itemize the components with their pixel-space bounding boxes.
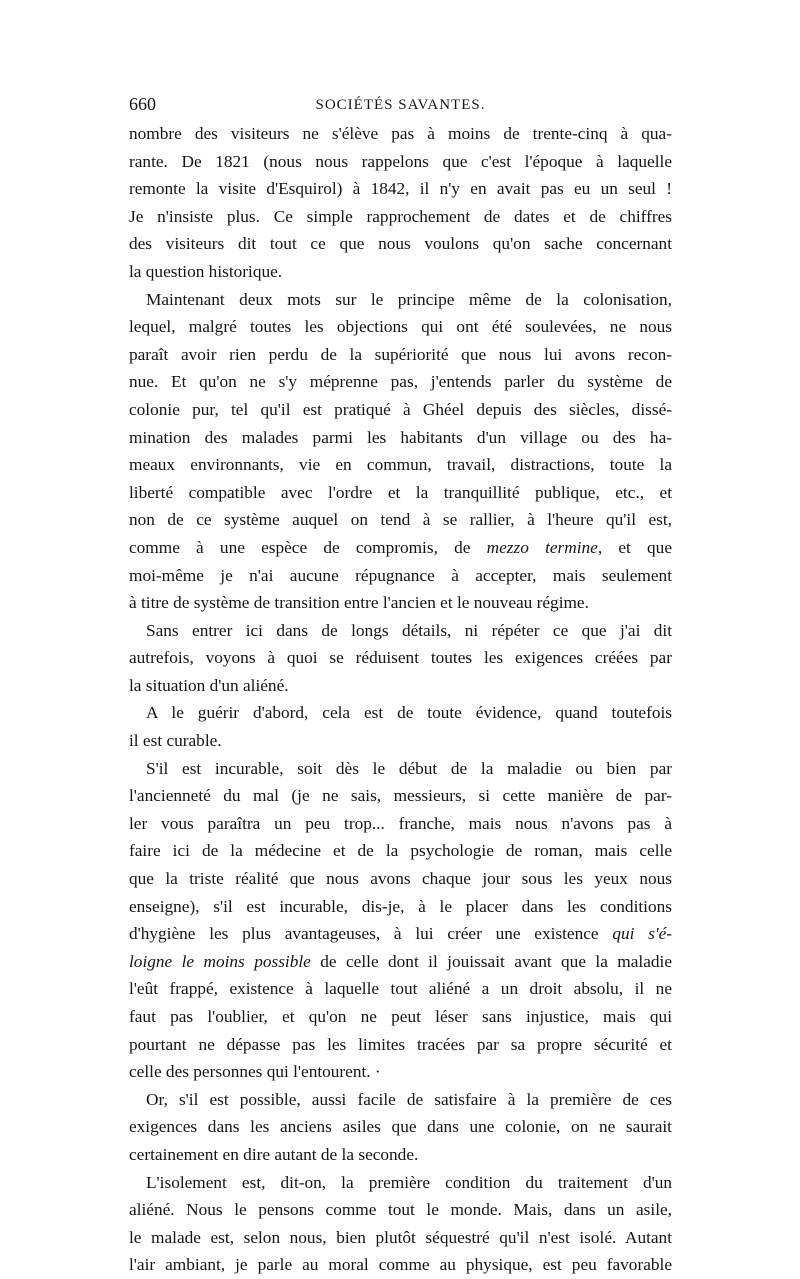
italic-phrase: qui s'é- [612,924,673,944]
text-line: mination des malades parmi les habitants d'un village ou des ha- [129,427,672,447]
text-line: lequel, malgré toutes les objections qui ont été soulevées, ne nous [129,317,672,337]
text-line: la question historique. [129,261,283,281]
text-line: pourtant ne dépasse pas les limites tracées par sa propre sécurité et [129,1034,672,1054]
body-text [129,120,672,1279]
paragraph [129,120,672,286]
text-line: celle des personnes qui l'entourent. · [129,1062,381,1082]
book-page [129,92,672,1279]
text-line: ler vous paraîtra un peu trop... franche, mais nous n'avons pas à [129,813,672,833]
text-line: autrefois, voyons à quoi se réduisent toutes les exigences créées par [129,648,672,668]
text-line: que la triste réalité que nous avons chaque jour sous les yeux nous [129,869,672,889]
text-line: remonte la visite d'Esquirol) à 1842, il n'y en avait pas eu un seul ! [129,179,672,199]
paragraph [129,755,672,1086]
text-segment: comme à une espèce de compromis, de [129,537,487,557]
text-line: l'eût frappé, existence à laquelle tout aliéné a un droit absolu, il ne [129,979,672,999]
italic-phrase: mezzo termine [486,537,598,557]
text-line: colonie pur, tel qu'il est pratiqué à Ghéel depuis des siècles, dissé- [129,399,672,419]
text-line: S'il est incurable, soit dès le début de la maladie ou bien par [146,758,672,778]
text-line [129,948,672,976]
italic-phrase: loigne le moins possible [129,951,311,971]
text-line: l'ancienneté du mal (je ne sais, messieurs, si cette manière de par- [129,786,672,806]
text-line: il est curable. [129,731,222,751]
text-line: enseigne), s'il est incurable, dis-je, à le placer dans les conditions [129,896,672,916]
paragraph [129,617,672,700]
text-line: Or, s'il est possible, aussi facile de satisfaire à la première de ces [146,1089,672,1109]
text-line: la situation d'un aliéné. [129,675,289,695]
text-line: à titre de système de transition entre l'ancien et le nouveau régime. [129,593,589,613]
text-line: paraît avoir rien perdu de la supériorité que nous lui avons recon- [129,344,672,364]
paragraph [129,699,672,754]
text-line: Je n'insiste plus. Ce simple rapprochement de dates et de chiffres [129,206,672,226]
paragraph [129,286,672,617]
text-line: nombre des visiteurs ne s'élève pas à moins de trente-cinq à qua- [129,124,672,143]
text-segment: de celle dont il jouissait avant que la maladie [310,951,672,971]
text-line: non de ce système auquel on tend à se rallier, à l'heure qu'il est, [129,510,672,530]
text-line: exigences dans les anciens asiles que dans une colonie, on ne saurait [129,1117,672,1137]
text-line: rante. De 1821 (nous nous rappelons que c'est l'époque à laquelle [129,151,672,171]
paragraph [129,1086,672,1169]
running-head: SOCIÉTÉS SAVANTES. [315,97,486,113]
text-line: des visiteurs dit tout ce que nous voulons qu'on sache concernant [129,234,672,254]
text-line: Sans entrer ici dans de longs détails, ni répéter ce que j'ai dit [146,620,672,640]
paragraph [129,1169,672,1279]
text-line: nue. Et qu'on ne s'y méprenne pas, j'entends parler du système de [129,372,672,392]
text-line: aliéné. Nous le pensons comme tout le monde. Mais, dans un asile, [129,1200,672,1220]
text-line: Maintenant deux mots sur le principe même de la colonisation, [146,289,672,309]
text-segment: , et que [597,537,672,557]
text-line: l'air ambiant, je parle au moral comme au physique, est peu favorable [129,1255,672,1275]
page-header [129,92,672,116]
text-line: A le guérir d'abord, cela est de toute évidence, quand toutefois [146,703,672,723]
text-line [129,920,672,948]
text-line: meaux environnants, vie en commun, travail, distractions, toute la [129,455,672,475]
text-line: L'isolement est, dit-on, la première condition du traitement d'un [146,1172,672,1192]
page-number: 660 [129,94,156,114]
text-line: faut pas l'oublier, et qu'on ne peut léser sans injustice, mais qui [129,1007,672,1026]
text-line: liberté compatible avec l'ordre et la tranquillité publique, etc., et [129,482,672,502]
text-line: certainement en dire autant de la seconde. [129,1144,419,1164]
text-line [129,534,672,562]
text-line: le malade est, selon nous, bien plutôt séquestré qu'il n'est isolé. Autant [129,1227,672,1247]
text-segment: d'hygiène les plus avantageuses, à lui créer une existence [129,924,613,944]
text-line: moi-même je n'ai aucune répugnance à accepter, mais seulement [129,565,672,585]
text-line: faire ici de la médecine et de la psychologie de roman, mais celle [129,841,672,861]
